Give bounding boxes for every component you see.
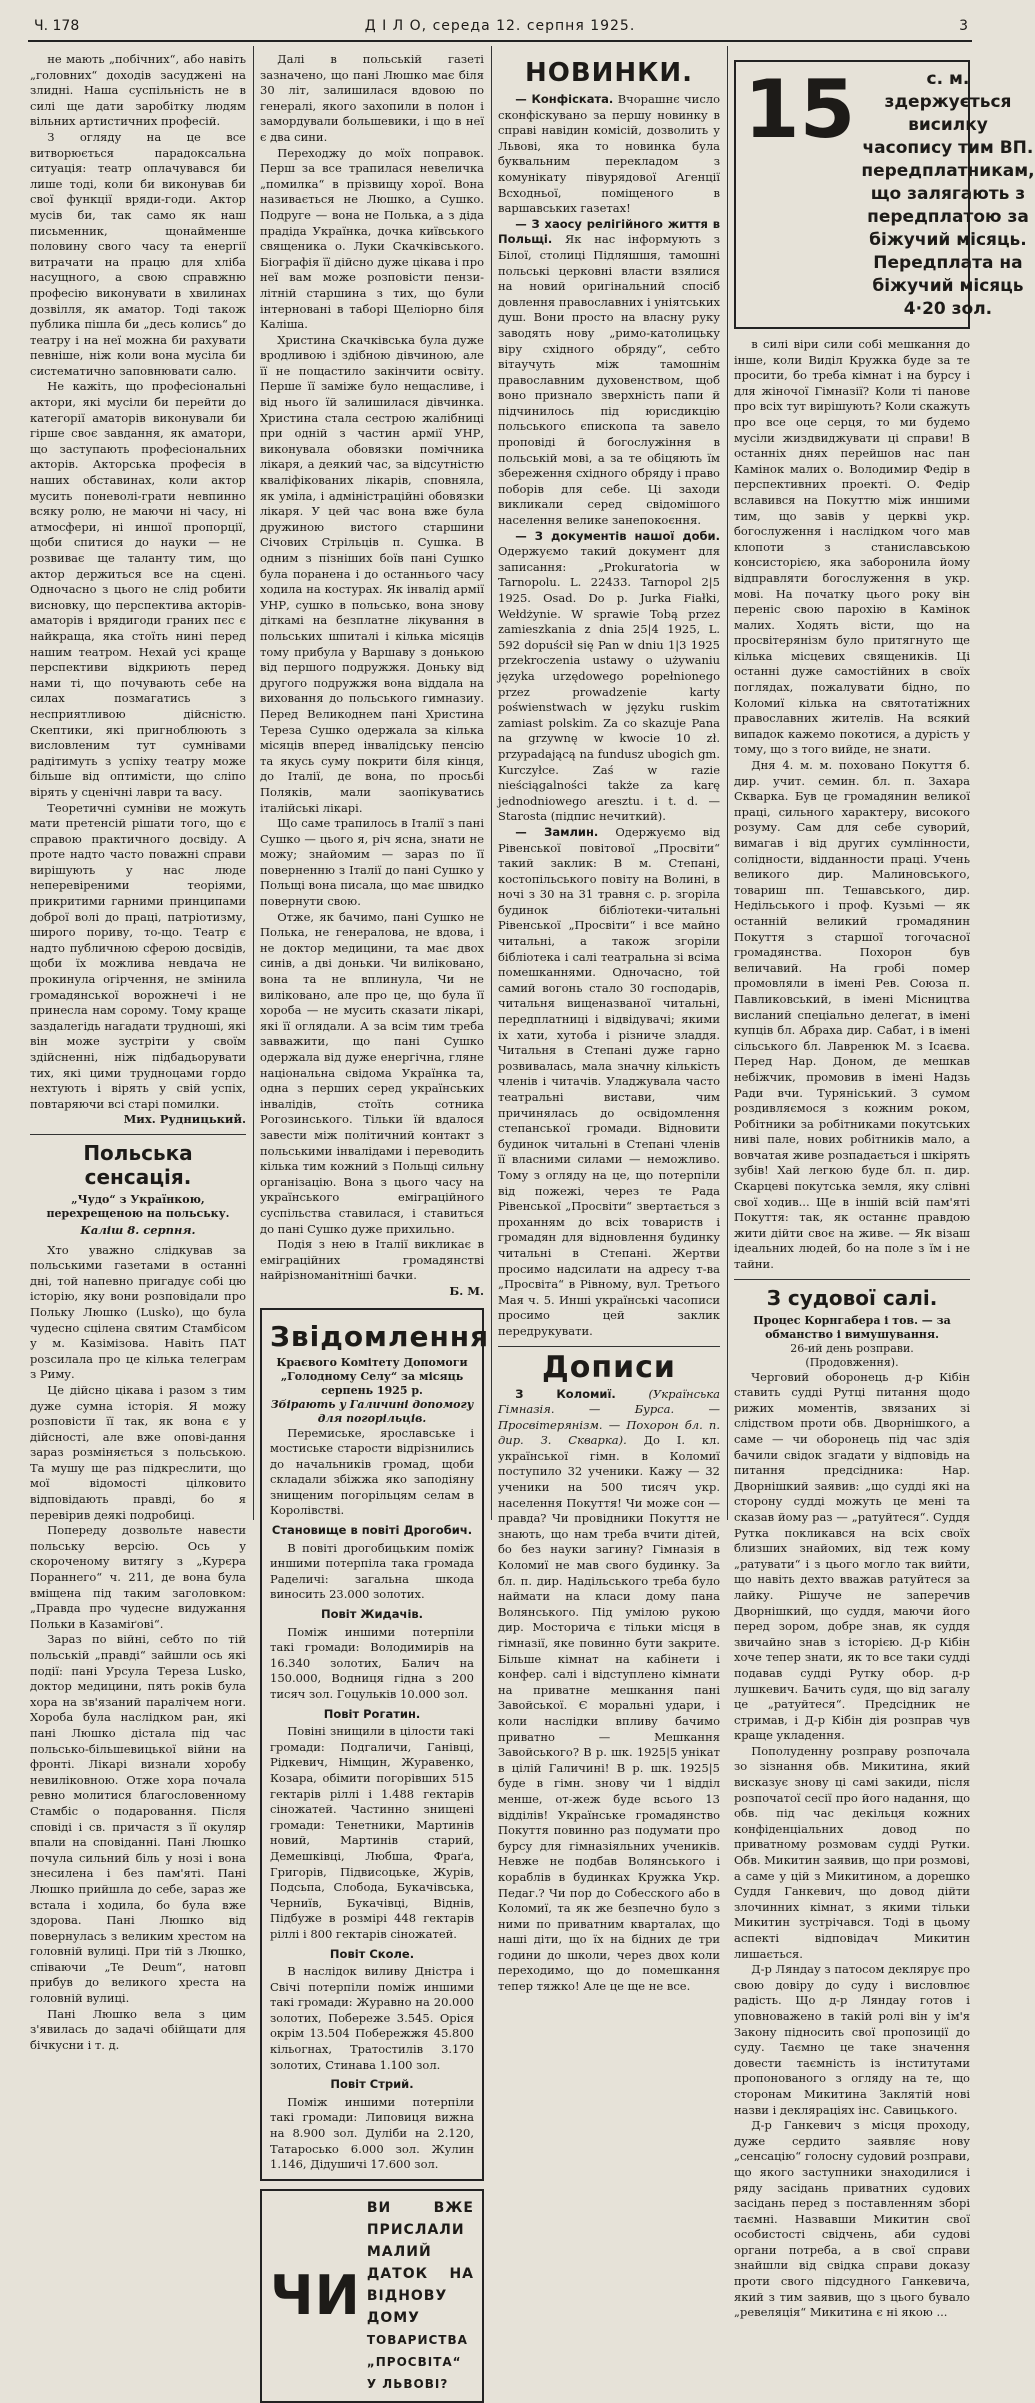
letters-title: Дописи [542, 1349, 676, 1385]
paragraph: В повіті дрогобицьким поміж иншими потерпіла така громада Раделичі: загальна шкода виносить 23.000 золотих. [270, 1540, 474, 1602]
news-item-text: Як нас інформують з Білої, столиці Підляшшя, тамошні польські церковні власти взялися на новий оригінальний спосіб довлення православних і уніятських душ. Вони просто на власну руку заводять нову „римо-католицьку віру східного обряду“, себто вітаучуть між тамошнім православним духовенством, щоб воно признало зверхність папи й підчинилось під юрисдикцію польського єпископа та завело проповіді й богослужіння в польській мові, а за те обіцяють їм збереження східного обряду і право поборів для себе. Ці заходи викликали серед свідомішого населення велике занепокоєння. [498, 232, 720, 528]
court-title: З судової салі. [766, 1285, 938, 1310]
paragraph: Поміж иншими потерпіли такі громади: Володимирів на 16.340 золотих, Балич на 150.000, Водниця гідна з 200 тисяч зол. Гоцульків 10.000 зол. [270, 1624, 474, 1701]
paragraph: Повіні знищили в цілости такі громади: Подгаличи, Ганівці, Рідкевич, Німщин, Журавенко, Козара, обімити погорівших 515 гектарів ріллі і 1.488 гектарів сіножатей. Частинно знищені громади: Тенетники, Мартинів новий, Мартинів старий, Демешківці, Любша, Фраґа, Григорів, Підвисоцьке, Журів, Подсьпа, Слобода, Букачівська, Черниїв, Букачівці, Віднів, Підбуже в розмірі 448 гектарів ріллі і 800 гектарів сіножатей. [270, 1724, 474, 1941]
section-divider [734, 1279, 970, 1280]
header-rule [28, 40, 972, 42]
section-heading: Становище в повіті Дрогобич. [271, 1523, 473, 1538]
report-subtitle-2: Збірають у Галичині допомогу для погорільців. [270, 1397, 474, 1425]
news-item-title: — Замлин. [515, 824, 599, 839]
section-heading: Повіт Рогатин. [323, 1706, 421, 1721]
report-title: Звідомлення [270, 1319, 490, 1353]
paragraph: Хто уважно слідкував за польськими газетами в останні дні, той напевно пригадує собі цю історію, яку вони розповідали про Польку Люшко (Lusko), що була чудесно сцілена святим Стамбісом у м. Казімізова. Навіть ПАТ розсилала про це кілька телеграм з Риму. [30, 1242, 246, 1382]
notice-text: с. м. здержується висилку часопису тим ВП. передплатникам, що залягають з передплатою за біжучий місяць. Передплата на біжучий місяць 4·20 зол. [861, 69, 1035, 319]
news-item-title: — З хаосу релігійного життя в Польщі. [498, 216, 720, 247]
section-heading: Повіт Жидачів. [320, 1607, 424, 1622]
court-continued: (Продовження). [805, 1355, 899, 1369]
letter-lead: (Українська Гімназія. — Бурса. — Просвітерянізм. — Похорон бл. п. дир. З. Скварка). [498, 1386, 720, 1448]
paragraph: Попереду дозвольте навести польську версію. Ось у скороченому витягу з „Курєра Пораннего“ ч. 211, де вона була вміщена під таким заголовком: „Правда про чудесне видужання Польки в Казаміґові“. [30, 1523, 246, 1631]
paragraph: Подія з нею в Італії викликає в еміграційних громадянстві найрізноманітніші бачки. [260, 1237, 484, 1283]
prosvita-appeal-ad [260, 2189, 484, 2403]
paragraph: Що саме трапилось в Італії з пані Сушко — цього я, річ ясна, знати не можу; знайомим — зараз по її поверненню з Італії до пані Сушко у Польщі вона писала, що має швидко повернути свою. [260, 816, 484, 909]
section-divider [30, 1134, 246, 1135]
issue-number: Ч. 178 [34, 18, 80, 34]
paragraph: Не кажіть, що професіональні актори, які мусіли би перейти до категорії аматорів виконували би гірше своє завдання, як аматори, що заступають професіональних акторів. Акторська професія в наших обставинах, коли актор мусить поневолі-грати невпинно всяку ролю, не маючи ні часу, ні атмосфери, ні иншої пропорції, щоби спитися до науки — не розвиває ще таланту тим, що актор держиться все на сцені. Одночасно з цього не слід робити висновку, що перспектива акторів-аматорів і врядигоди граних пєс є найкраща, яка стоїть нині перед нашим театром. Нехай усі краще перспективи відкриють перед нами ті, що почувають себе на силах позмагатись з несприятливою дійсністю. Скептики, які пригноблюють з висловленим тут сумнівами радітимуть з успіху театру може більше від оптимісти, що сліпо вірять у сценічні лаври та васу. [30, 379, 246, 799]
paragraph: Це дійсно цікава і разом з тим дуже сумна історія. Я можу розповісти її так, як вона є у дійсності, але вже опові-дання зараз розміняється з польською. Та мушу ще раз підкреслити, що мої відомості цілковито відповідають правді, бо я перевірив деякі подробиці. [30, 1382, 246, 1522]
paragraph: Пополуденну розправу розпочала зо зізнання обв. Микитина, який висказує знову ці самі закиди, після розпочатої сесії про його надання, що обв. під час декільця кожних конфіденціальних довод по приватному розмовам судді Рутки. Обв. Микитин заявив, що при розмові, а саме у цій з Микитином, а дорешко Суддя Ганкевич, що довод дійти злочинних кімнат, з якими тільки Микитин зустрічався. Тоді в цьому аспекті відповідач Микитин лишається. [734, 1743, 970, 1961]
news-item-text: Одержуємо від Рівенської повітової „Просвіти“ такий заклик: В м. Степані, костопільського повіту на Волині, в ночі з 30 на 31 травня с. р. згоріла будинок бібліотеки-читальні Рівенської „Просвіти“ і все майно читальні, а також згоріли бібліотека і салі театральна зі всіма помешканнями. Одночасно, той самий вогонь стало 30 господарів, читальня вищеназваної читальні, передплатниці і відвідувачі; якими іх хати, хутоба і різниче зладдя. Читальня в Степані дуже гарно розвивалась, мала значну кількість членів і читачів. Уладжувала часто театральні вистави, чим причинялась до освідомлення степанської громади. Відновити будинок читальні в Степані членів її власними силами — неможливо. Тому з огляду на це, що потерпіли від пожежі, через те Рада Рівенської „Просвіти“ звертається з проханням до всіх товариств і громадян для відновлення будинку читальні в Степані. Жертви просимо надсилати на адресу т-ва „Просвіта“ в Рівному, вул. Третього Мая ч. 5. Инші українські часописи просимо цей заклик передрукувати. [498, 824, 720, 1338]
report-box [260, 1308, 490, 2181]
paragraph: Переходжу до моїх поправок. Перш за все трапилася невеличка „помилка“ в прізвищу хорої. Вона називається не Люшко, а Сушко. Подруге — вона не Полька, а з діда прадіда Українка, дочка київського священика о. Луки Скачківського. Біографія її дійсно дуже цікава і про неї вам може розповісти пензи-літній старшина з тих, що були інтерновані в таборі Щеліорно біля Каліша. [260, 145, 484, 332]
ad-line: ДАТОК НА ВІДНОВУ ДОМУ [366, 2265, 474, 2326]
paragraph: Зараз по війні, себто по тій польській „правді“ зайшли ось які події: пані Урсула Тереза Lusko, доктор медицини, пять років була хора на зв'язаний паралічем ноги. Хороба була наслідком ран, які пані Люшко дістала під час польсько-більшевицької війни на фронті. Лікарі визнали хоробу невиліковною. Отже хора почала ревно молитися благословенному Стамбіс о подаровання. Після сповіді і св. причастя з її окуляр впали на сповіданні. Пані Люшко почула сильний біль у нозі і вона знесилена і без пам'яті. Пані Люшко прийшла до себе, зараз же встала і ходила, бо була вже здорова. Пані Люшко від повернулась з великим хрестом на головній вулиці. При тій з Люшко, співаючи „Te Deum“, натовп прибув до великого хреста на головній вулиці. [30, 1632, 246, 2006]
column-divider [491, 46, 492, 1520]
paragraph: Поміж иншими потерпіли такі громади: Липовиця вижна на 8.900 зол. Дуліби на 2.120, Татаросько 6.000 зол. Жулин 1.146, Дідушичі 17.600 зол. [270, 2094, 474, 2172]
masthead-line: Д І Л О, середа 12. серпня 1925. [364, 18, 636, 34]
subscription-notice [734, 60, 1035, 329]
paragraph: не мають „побічних“, або навіть „головних“ доходів засуджені на злидні. Наша суспільність не в силі ще дати заробітку людям вільних артистичних професій. [30, 52, 246, 129]
ad-line: ТОВАРИСТВА „ПРОСВІТА“ У ЛЬВОВІ? [366, 2332, 468, 2391]
column-divider [253, 46, 254, 1520]
court-subtitle: Процес Корнгабера і тов. — за обманство і вимушування. [753, 1313, 951, 1341]
section-divider [498, 1346, 720, 1347]
paragraph: З огляду на це все витворюється парадоксальна ситуація: театр оплачувався би лише тоді, коли би виконував би свої функції вряди-годи. Актор мусів би, так само як наш письменник, щонайменше половину свого часу та енергії витрачати на працю для хліба насущного, а свою справжню професію виконувати в хвилинах дозвілля, як аматор. Тоді також публика пішла би „десь колись“ до театру і на неї можна би рахувати певніше, ніж коли вона мусіла би систематично заповнювати салю. [30, 129, 246, 378]
news-item-text: Вчорашнє число сконфіскувано за першу новинку в справі навідин комісій, дозволить у Львові, яка то новинка була буквальним перекладом з комунікату півурядової Агенції Всходньої, поміщеного в варшавських газетах! [498, 92, 721, 216]
paragraph: Д-р Ганкевич з місця проходу, дуже сердито заявляє нову „сенсацію“ голосну судовий розправи, що якого заступники знаходилися і ряду засідань приватних судових засідань перед з поставленням зборі таємні. Назвавши Микитин свої особистості свідчень, аби судові органи потреба, а в свої справи знайшли від свідка справи доказу проти свого підсудного Ганкевича, який з тим заявив, що з цього бувало „ревеляція“ Микитина є ні якою ... [734, 2118, 970, 2320]
paragraph: Дня 4. м. м. поховано Покуття б. дир. учит. семин. бл. п. Захара Скварка. Був це громадянин великої праці, сильного характеру, високого розуму. Сам для себе суворий, вимагав і від других сумлінности, солідности, відданности праці. Учень великого дир. Малиновського, товариш пп. Тешавського, дир. Недільського і проф. Кузьмі — як останній великий громадянин Покуття з старшої тогочасної громадянства. Похорон був величавий. На гробі помер промовляли в імені Рев. Союза п. Павликовський, в імені Місництва висланий спеціально делегат, в імені купців бл. Абраха дир. Сабат, і в імені сільського бл. Лавренюк М. з Ісаєва. Перед Нар. Доном, де мешкав небіжчик, промовив в імені Надзь Ради вчи. Туряніський. З сумом роздивляємося з кожним роком, Робітники за робітниками покутських ниві пале, нових робітників мало, а вовчатая живе розпадається і шкірять зубів! Хай легкою буде бл. п. дир. Скарцеві покутська земля, яку слівні свої ходив... Ще в іншій всій пам'яті Покуття: так, як останнє правдою жити дійти своє на живе. — Як візаш ідеальних людей, бо на поле з їм і не тайни. [734, 758, 970, 1272]
author-signature: Б. М. [449, 1283, 484, 1298]
section-heading: Повіт Стрий. [330, 2077, 414, 2092]
column-divider [727, 46, 728, 1520]
letter-text: До І. кл. української гімн. в Коломиї поступило 32 ученики. Кажу — 32 ученики на 500 тисяч укр. населення Покуття! Чи може сон — правда? Чи провідники Покуття не знають, що нам треба вчити дітей, бо без науки загину? Гімназія в Коломиї не мав свого будинку. За бл. п. дир. Надільського треба було наймати на класи дому пана Волянського. Під умілою рукою дир. Мосторича є тільки місця в гімназії, яке повинно бути закрите. Більше кімнат на кабінети і конфер. салі і відступлено кімнати на приватне мешкання пані Завойської. Є моральні удари, і коли наслідки впливу бачимо приватно — Мешкання Завойського? В р. шк. 1925|5 унікат в цілій Галичині! В р. шк. 1925|5 буде в гімн. знову чи 1 відділ менше, от-жеж буде всього 13 відділів! Українське громадянство Покуття повинно раз подумати про бурсу для гімназіяльних учеників. Невже не подбав Волянського і кораблів в будинках Кружка Укр. Педаг.? Чи пор до Собесского або в Коломиї, та як же безпечно було з ними по приватним кварталах, що наші діти, що їх на бідних де три години до школи, через двох коли переходимо, що до помешкання тепер тяжко! Але це ще не все. [498, 1433, 720, 1994]
page-number: 3 [959, 18, 968, 34]
ad-big-letters: ЧИ [270, 2263, 361, 2327]
news-item-text: Одержуємо такий документ для записання: „Prokuratoria w Tarnopolu. L. 22433. Tarnopol 2|5 1925. Osad. Do p. Jurka Fiałki, Wełdżynie. W sprawie Tobą przez zamieszkania z dnia 25|4 1925, L. 592 dopuścił się Pan w dniu 1|3 1925 przekroczenia ustawy o używaniu języka urzędowego popełnionego przez prowadzenie karty poświenstwach w języku ruskim zamiast polskim. Za co skazuje Pana na grzywnę w kwocie 10 zł. przypadającą na fundusz ubogich gm. Kurczyłce. Zaś w razie nieściągalności także za karę jednodniowego aresztu. i t. d. — Starosta (підпис нечиткий). [498, 544, 720, 824]
notice-number: 15 [744, 63, 856, 156]
column-3 [498, 52, 721, 1994]
article-dateline: Каліш 8. серпня. [80, 1222, 196, 1237]
news-item-title: — З документів нашої доби. [515, 528, 720, 543]
court-dayline: 26-ий день розправи. [790, 1341, 914, 1355]
article-title: Польська сенсація. [83, 1140, 193, 1189]
paragraph: Отже, як бачимо, пані Сушко не Полька, не генералова, не вдова, і не доктор медицини, та має двох синів, а дві доньки. Чи виліковано, вона та не вплинула, Чи не виліковано, але про це, що була її хороба — не мусить сказати лікарі, які її оглядали. А за всім тим треба завважити, що пані Сушко одержала від дуже енергічна, гляне національна свідома Українка та, одна з перших серед українських інвалідів, стоїть сотника Рогозинського. Тільки їй вдалося завести між політичний контакт з польськими інвалідами і переводить кілька тим кожний з Польщі сильну організацію. Вона з цього часу на українського еміграційного суспільства ставилася, і ставиться до пані Сушко дуже прихильно. [260, 909, 484, 1236]
paragraph: Д-р Ляндау з патосом деклярує про свою довіру до суду і висловлює радість. Що д-р Ляндау готов і уповноважено в такій ролі він у ім'я Закону підносить свої пропозиції до суду. Таємно це таке значення довести таємність із інститутами пропонованого з огляду на те, що сторонам Микитина Заклятій нові назви і декляраціях інс. Савицького. [734, 1962, 970, 2117]
paragraph: Перемиське, ярославське і мостиське старости відрізнились до начальників громад, щоби складали збіжжа яко заподіяну знищеним погорільцям селам в Королівстві. [270, 1425, 474, 1518]
paragraph: Пані Люшко вела з цим з'явилась до задачі обійщати для бічкусни і т. д. [30, 2006, 246, 2052]
paragraph: Христина Скачківська була дуже вродливою і здібною дівчиною, але її не пощастило закінчити освіту. Перше її заміже було нещасливе, і від нього їй залишилася дівчинка. Христина стала сестрою жалібниці при одній з частин армії УНР, виконувала обовязки помічника лікаря, а деякий час, за відсутністю кваліфікованих лікарів, сповняла, як уміла, і адміністраційні обовязки лікаря. У цей час вона вже була дружиною вистого старшини Січових Стрільців п. Сушка. В одним з пізніших боїв пані Сушко була поранена і до останнього часу ходила на костурах. Як інвалід армії УНР, сушко в польсько, вона знову діткамі на безплатне лікування в польських шпиталі і кілька місяців тому прибула у Варшаву з донькою від першого подружжя. Доньку від другого подружжя вона віддала на виховання до польського гимназиу. Перед Великоднем пані Христина Тереза Сушко одержала за кілька місяців вперед інвалідську пенсію та якусь суму покрити біля кінця, до Італії, де вона, по просьбі Поляків, мали заопікуватись італійські лікарі. [260, 332, 484, 815]
column-4 [734, 52, 1035, 2320]
author-signature: Мих. Рудницький. [123, 1112, 246, 1127]
column-2 [260, 52, 490, 2391]
column-1 [30, 52, 246, 2052]
paragraph: в силі віри сили собі мешкання до інше, коли Виділ Кружка буде за те просити, бо треба кімнат і на бурсу і для жіночої Гімназії? Коли ті панове про всіх тут вирішують? Коли скажуть про все оце серця, то ми будемо мусіли жиздвиджувати ці справи! В останніх днях перейшов нас пан Камінок малих о. Володимир Федір в перспективних проекті. О. Федір вславився на Покуттю між иншими тим, що завів у церкві укр. богослуження і наслідком чого мав клопоти з станиславською консисторією, яка заборонила йому відправляти богослуження в укр. мові. На початку цього року він переніс свою парохію в Камінок малих. Ходять вісти, що на просвітерянізм було притягнуто ще кілька місцевих священиків. Ці останні дуже самостійних в своїх поглядах, пожалувати бідно, по Коломиї кілька на святотатіжних православних жителів. На всякий випадок кажемо покотися, а дурість у тому, що з того вийде, не знати. [734, 337, 970, 757]
report-subtitle: Краєвого Комітету Допомоги „Голодному Селу“ за місяць серпень 1925 р. [276, 1355, 468, 1397]
page-header [28, 14, 972, 38]
letter-location: З Коломиї. [515, 1386, 616, 1401]
ad-line: ВИ ВЖЕ ПРИСЛАЛИ МАЛИЙ [366, 2199, 474, 2260]
paragraph: В наслідок виливу Дністра і Свічі потерпіли поміж иншими такі громади: Журавно на 20.000 золотих, Побереже 3.545. Оріся окрім 13.504 Побережжя 45.800 кільогнах, Тратостилів 3.170 золотих, Стинава 1.100 зол. [270, 1964, 474, 2072]
paragraph: Черговий оборонець д-р Кібін ставить судді Рутці питання щодо рижих моментів, звязаних зі слідством проти обв. Дворнішкого, а саме — чи оборонець під час здія бачили свідок згадати у відповідь на питання предсідника: Нар. Дворнішкий заявив: „що судді які на сторону судді можуть це мені та сказав йому раз — „ратуйтеся“. Суддя Рутка покликався на всіх своїх близших знайомих, від теж кому „ратувати“ і з цього могло так вийти, що навіть дехто вважав ратуйтеся за лайку. Рішуче не заперечив Дворнішкий, що суддя, маючи його перед зором, добре знав, як суддя звичайно знав з історією. Д-р Кібін хоче тепер знати, як то все таки судді подавав судді Рутку обор. д-р лушкевич. Бачить судя, що від загалу це „ратуйтеся“. Предсідник не стримав, і Д-р Кібін дія розправ чув краще укладення. [734, 1369, 970, 1743]
paragraph: Далі в польській газеті зазначено, що пані Люшко має біля 30 літ, залишилася вдовою по генералі, якого захопили в полон і замордували большевики, і що в неї є два сини. [260, 52, 484, 144]
article-subtitle: „Чудо“ з Українкою, перехрещеною на польську. [46, 1192, 230, 1220]
news-title: НОВИНКИ. [524, 58, 694, 88]
section-heading: Повіт Сколе. [329, 1946, 415, 1961]
news-item-title: — Конфіската. [515, 92, 614, 106]
paragraph: Теоретичні сумніви не можуть мати претенсій рішати того, що є справою практичного досвіду. А проте надто часто поважні справи вирішують у нас люде неперевіреними теоріями, прикритими гарними принципами доброї волі до праці, патріотизму, широго пориву, то-що. Театр є надто публичною сферою досвідів, щоби їх можлива невдача не прокинула огірчення, не змінила громадянської ворожнечі і не принесла нам сорому. Тому краще заздалегідь нагадати трудноші, які він може зустріти у своїм здійсненні, ніж підбадьорувати тих, які цими трудноцами гордо нехтують і вірять у свій успіх, повтаряючи всі старі помилки. [30, 800, 246, 1111]
